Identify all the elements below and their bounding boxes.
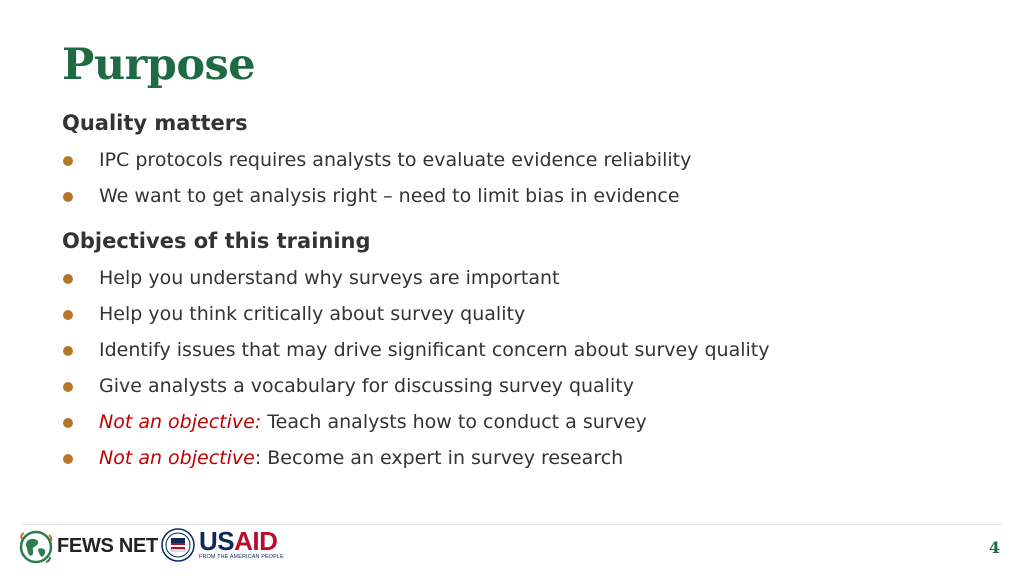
bullet-text [99,449,623,468]
slide-title: Purpose [62,40,256,90]
fews-net-globe-logo-icon [18,529,54,565]
usaid-wordmark [199,528,277,554]
bullet-dot-icon [63,454,73,464]
bullet-text [99,413,647,432]
bullet-dot-icon [63,382,73,392]
bullet-text-rest: : Become an expert in survey research [254,447,624,469]
section-heading-quality: Quality matters [62,111,248,135]
bullet-dot-icon [63,418,73,428]
bullet-dot-icon [63,192,73,202]
bullet-text: Identify issues that may drive significant concern about survey quality [99,339,770,361]
page-number: 4 [988,538,1000,557]
bullet-text: Help you understand why surveys are important [99,267,560,289]
bullet-text: We want to get analysis right – need to limit bias in evidence [99,185,680,207]
bullet-dot-icon [63,346,73,356]
fews-net-label: FEWS NET [57,535,158,557]
not-objective-label: Not an objective: [99,411,262,433]
bullet-dot-icon [63,310,73,320]
usaid-us-text: US [199,526,235,556]
usaid-aid-text: AID [234,526,278,556]
bullet-text-rest: Teach analysts how to conduct a survey [261,411,647,433]
section-heading-objectives: Objectives of this training [62,229,371,253]
usaid-seal-icon [161,528,195,562]
bullet-dot-icon [63,156,73,166]
bullet-text: Give analysts a vocabulary for discussing survey quality [99,375,634,397]
bullet-text: IPC protocols requires analysts to evaluate evidence reliability [99,149,692,171]
usaid-tagline: FROM THE AMERICAN PEOPLE [199,554,284,560]
bullet-text: Help you think critically about survey quality [99,303,526,325]
not-objective-label: Not an objective [99,447,255,469]
bullet-dot-icon [63,274,73,284]
footer-divider [22,524,1002,525]
